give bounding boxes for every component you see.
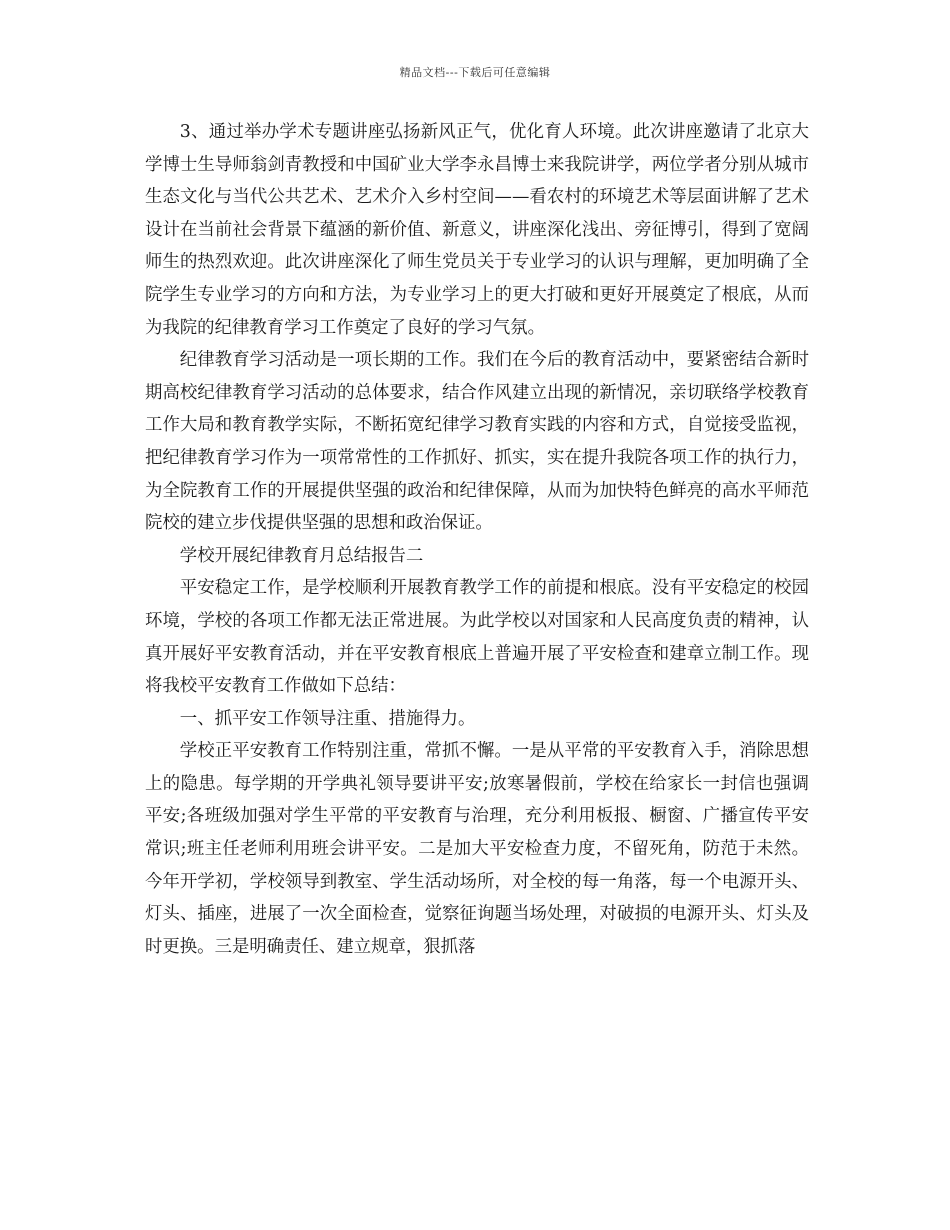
paragraph-discipline-long-term: 纪律教育学习活动是一项长期的工作。我们在今后的教育活动中，要紧密结合新时期高校纪律教育学习活动的总体要求，结合作风建立出现的新情况，亲切联络学校教育工作大局和教育教学实际，不断拓宽纪律学习教育实践的内容和方式，自觉接受监视，把纪律教育学习作为一项常常性的工作抓好、抓实，实在提升我院各项工作的执行力，为全院教育工作的开展提供坚强的政治和纪律保障，从而为加快特色鲜亮的高水平师范院校的建立步伐提供坚强的思想和政治保证。 bbox=[145, 350, 809, 534]
paragraph-safety-measures: 学校正平安教育工作特别注重，常抓不懈。一是从平常的平安教育入手，消除思想上的隐患。每学期的开学典礼领导要讲平安;放寒暑假前，学校在给家长一封信也强调平安;各班级加强对学生平常的平安教育与治理，充分利用板报、橱窗、广播宣传平安常识;班主任老师利用班会讲平安。二是加大平安检查力度，不留死角，防范于未然。今年开学初，学校领导到教室、学生活动场所，对全校的每一角落，每一个电源开头、灯头、插座，进展了一次全面检查，觉察征询题当场处理，对破损的电源开头、灯头及时更换。三是明确责任、建立规章，狠抓落 bbox=[145, 741, 809, 957]
paragraph-safety-stability: 平安稳定工作，是学校顺利开展教育教学工作的前提和根底。没有平安稳定的校园环境，学校的各项工作都无法正常进展。为此学校以对国家和人民高度负责的精神，认真开展好平安教育活动，并在平安教育根底上普遍开展了平安检查和建章立制工作。现将我校平安教育工作做如下总结： bbox=[145, 578, 809, 697]
section-heading-one: 一、抓平安工作领导注重、措施得力。 bbox=[179, 708, 476, 729]
section-title-report-two: 学校开展纪律教育月总结报告二 bbox=[179, 545, 424, 566]
page-header: 精品文档---下载后可任意编辑 bbox=[399, 66, 551, 79]
paragraph-lecture: 3、通过举办学术专题讲座弘扬新风正气，优化育人环境。此次讲座邀请了北京大学博士生导师翁剑青教授和中国矿业大学李永昌博士来我院讲学，两位学者分别从城市生态文化与当代公共艺术、艺术介入乡村空间——看农村的环境艺术等层面讲解了艺术设计在当前社会背景下蕴涵的新价值、新意义，讲座深化浅出、旁征博引，得到了宽阔师生的热烈欢迎。此次讲座深化了师生党员关于专业学习的认识与理解，更加明确了全院学生专业学习的方向和方法，为专业学习上的更大打破和更好开展奠定了根底，从而为我院的纪律教育学习工作奠定了良好的学习气氛。 bbox=[145, 122, 809, 338]
document-body bbox=[145, 116, 809, 963]
